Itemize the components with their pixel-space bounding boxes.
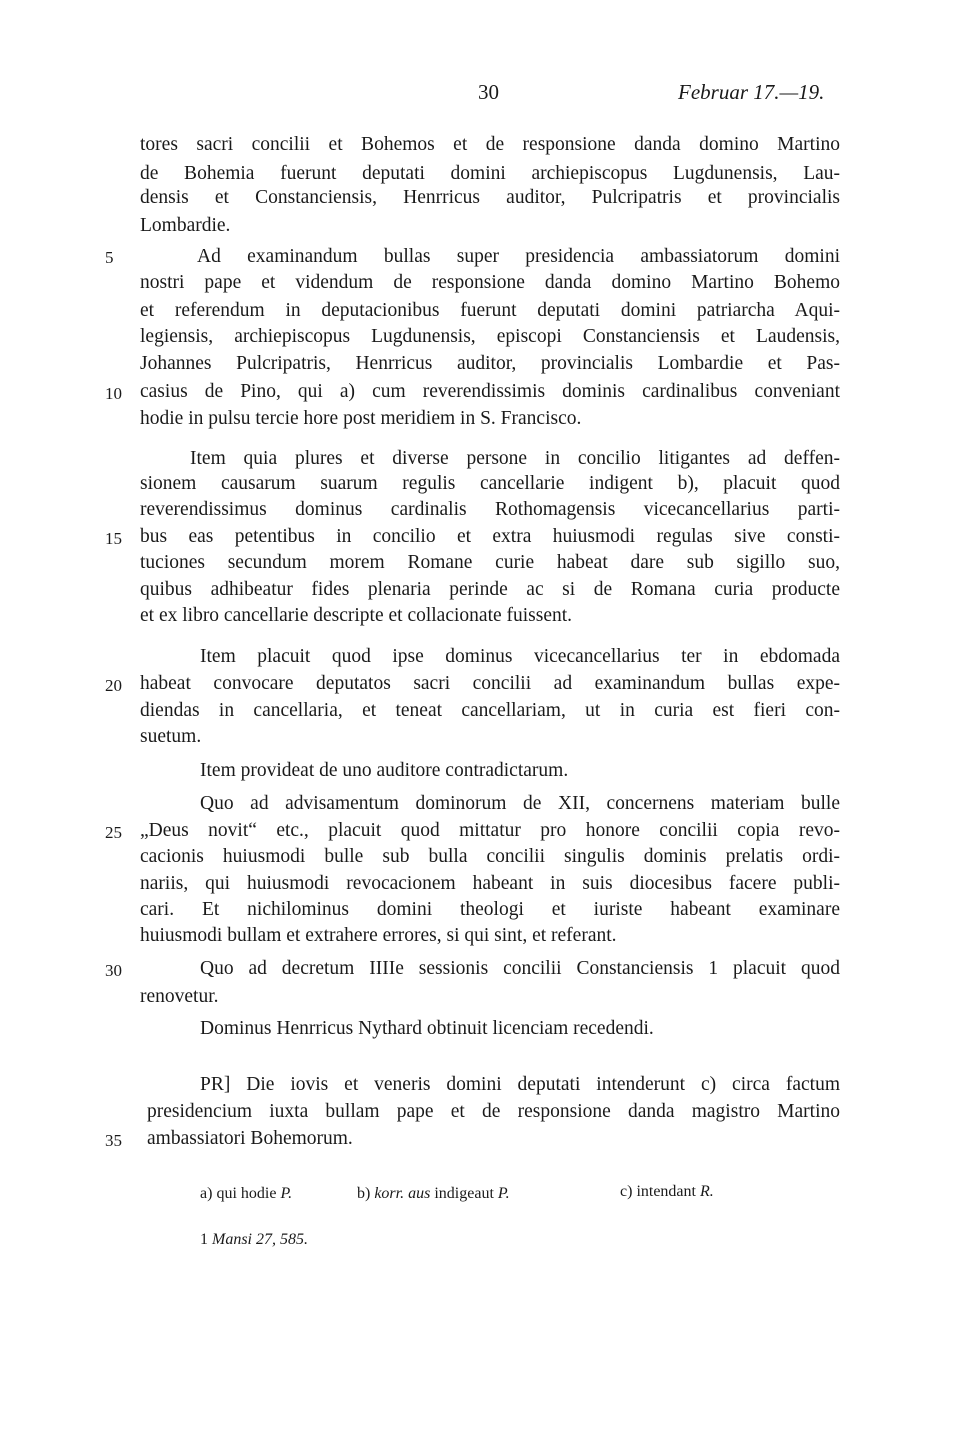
footnote-text: Mansi 27, 585. <box>212 1231 308 1248</box>
text-line: Item provideat de uno auditore contradictarum. <box>200 760 569 781</box>
text-line: „Deus novit“ etc., placuit quod mittatur pro honore concilii copia revo- <box>140 820 840 841</box>
line-number: 15 <box>105 529 122 548</box>
text-line: de Bohemia fuerunt deputati domini archiepiscopus Lugdunensis, Lau- <box>140 163 840 184</box>
line-number: 20 <box>105 676 122 695</box>
text-line: Dominus Henrricus Nythard obtinuit licenciam recedendi. <box>200 1018 654 1039</box>
text-line: bus eas petentibus in concilio et extra huiusmodi regulas sive consti- <box>140 526 840 547</box>
footnote-mark: a) <box>200 1185 213 1202</box>
footnote-source: P. <box>497 1185 510 1202</box>
text-line: sionem causarum suarum regulis cancellarie indigent b), placuit quod <box>140 473 840 494</box>
footnote-c <box>620 1182 714 1202</box>
footnote-mark: c) <box>620 1183 633 1200</box>
footnote-ref-1 <box>200 1230 308 1250</box>
text-line: densis et Constanciensis, Henrricus auditor, Pulcripatris et provincialis <box>140 187 840 208</box>
text-line: cacionis huiusmodi bulle sub bulla concilii singulis dominis prelatis ordi- <box>140 846 840 867</box>
footnote-text: qui hodie <box>216 1185 277 1202</box>
text-line: Lombardie. <box>140 215 231 236</box>
footnote-text: intendant <box>636 1183 696 1200</box>
text-line: reverendissimus dominus cardinalis Rothomagensis vicecancellarius parti- <box>140 499 840 520</box>
text-line: tores sacri concilii et Bohemos et de responsione danda domino Martino <box>140 134 840 155</box>
line-number: 35 <box>105 1131 122 1150</box>
text-line: tuciones secundum morem Romane curie habeat dare sub sigillo suo, <box>140 552 840 573</box>
text-line: nariis, qui huiusmodi revocacionem habeant in suis diocesibus facere publi- <box>140 873 840 894</box>
line-number: 25 <box>105 823 122 842</box>
text-line: nostri pape et videndum de responsione danda domino Martino Bohemo <box>140 272 840 293</box>
text-line: hodie in pulsu tercie hore post meridiem in S. Francisco. <box>140 408 582 429</box>
footnote-text-italic: korr. aus <box>374 1185 431 1202</box>
text-line: ambassiatori Bohemorum. <box>147 1128 353 1149</box>
line-number: 10 <box>105 384 122 403</box>
text-line: Item placuit quod ipse dominus vicecancellarius ter in ebdomada <box>200 646 840 667</box>
text-line: Item quia plures et diverse persone in concilio litigantes ad deffen- <box>190 448 840 469</box>
text-line: diendas in cancellaria, et teneat cancellariam, ut in curia est fieri con- <box>140 700 840 721</box>
text-line: suetum. <box>140 726 202 747</box>
text-line: et referendum in deputacionibus fuerunt deputati domini patriarcha Aqui- <box>140 300 840 321</box>
footnote-source: P. <box>280 1185 293 1202</box>
text-line: Ad examinandum bullas super presidencia ambassiatorum domini <box>197 246 840 267</box>
text-line: legiensis, archiepiscopus Lugdunensis, episcopi Constanciensis et Laudensis, <box>140 326 840 347</box>
text-line: renovetur. <box>140 986 219 1007</box>
text-line: Quo ad decretum IIIIe sessionis concilii Constanciensis 1 placuit quod <box>200 958 840 979</box>
footnote-mark: 1 <box>200 1231 208 1248</box>
page-number: 30 <box>478 80 499 104</box>
text-line: Quo ad advisamentum dominorum de XII, concernens materiam bulle <box>200 793 840 814</box>
text-line: casius de Pino, qui a) cum reverendissimis dominis cardinalibus conveniant <box>140 381 840 402</box>
footnote-a <box>200 1184 292 1204</box>
text-line: et ex libro cancellarie descripte et collacionate fuissent. <box>140 605 573 626</box>
text-line: cari. Et nichilominus domini theologi et iuriste habeant examinare <box>140 899 840 920</box>
text-line: huiusmodi bullam et extrahere errores, si qui sint, et referant. <box>140 925 617 946</box>
text-line: PR] Die iovis et veneris domini deputati intenderunt c) circa factum <box>200 1074 840 1095</box>
running-head: Februar 17.—19. <box>678 80 825 104</box>
footnote-b <box>357 1184 510 1204</box>
text-line: quibus adhibeatur fides plenaria perinde ac si de Romana curia producte <box>140 579 840 600</box>
footnote-text: indigeaut <box>434 1185 494 1202</box>
footnote-mark: b) <box>357 1185 371 1202</box>
footnote-source: R. <box>699 1183 714 1200</box>
line-number: 30 <box>105 961 122 980</box>
text-line: habeat convocare deputatos sacri concilii ad examinandum bullas expe- <box>140 673 840 694</box>
line-number: 5 <box>105 248 114 267</box>
text-line: presidencium iuxta bullam pape et de responsione danda magistro Martino <box>147 1101 840 1122</box>
text-line: Johannes Pulcripatris, Henrricus auditor, provincialis Lombardie et Pas- <box>140 353 840 374</box>
